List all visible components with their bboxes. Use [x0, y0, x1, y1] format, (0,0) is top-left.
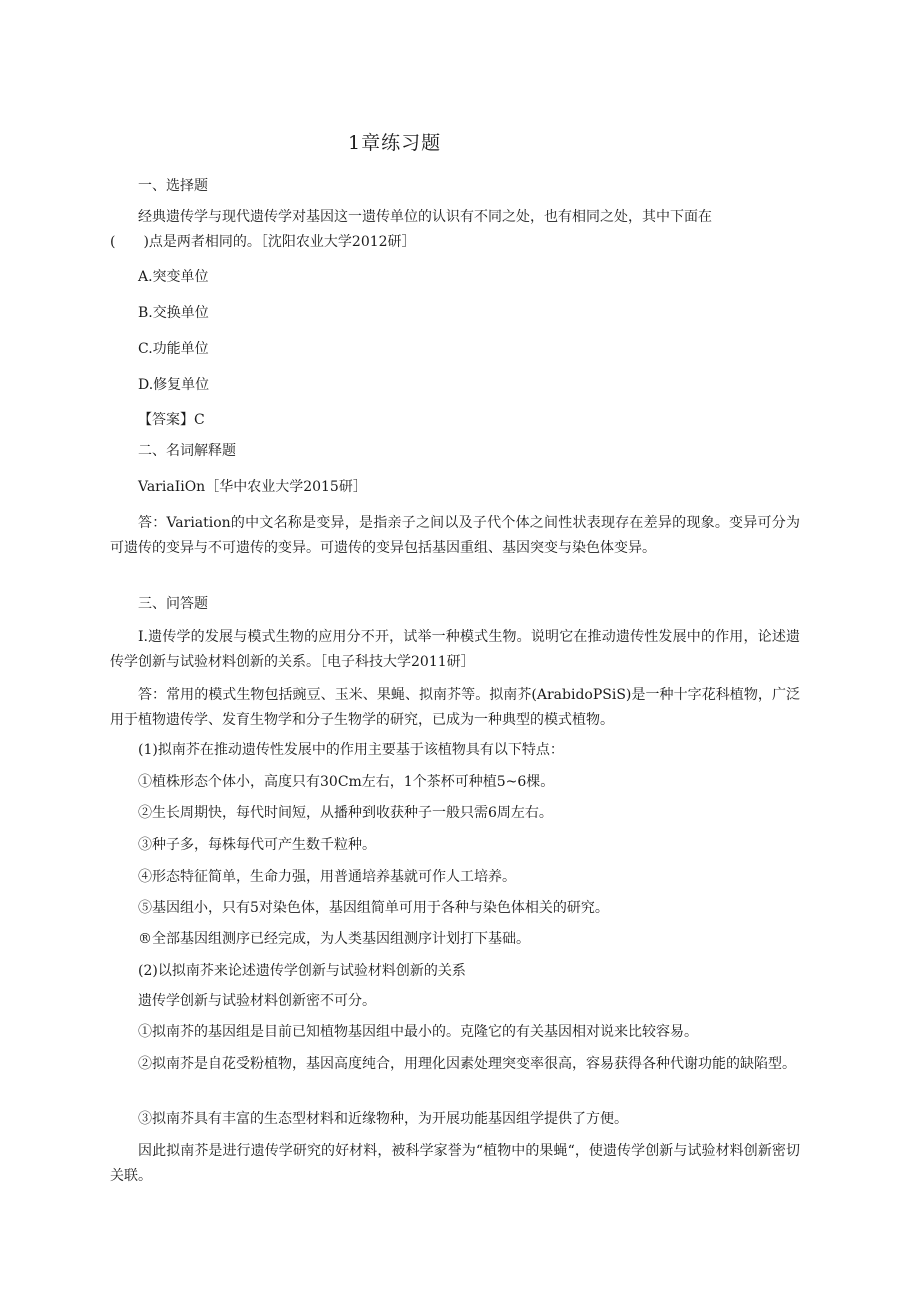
part1-item: ®全部基因组测序已经完成，为人类基因组测序计划打下基础。: [138, 931, 530, 947]
part1-item: ⑤基因组小，只有5对染色体，基因组简单可用于各种与染色体相关的研究。: [138, 900, 609, 916]
part2-heading: (2)以拟南芥来论述遗传学创新与试验材料创新的关系: [138, 963, 466, 979]
part1-item: ①植株形态个体小，高度只有30Cm左右，1个茶杯可种植5~6棵。: [138, 774, 555, 790]
part1-item: ④形态特征简单，生命力强，用普通培养基就可作人工培养。: [138, 869, 516, 885]
term-text: VariaIiOn［华中农业大学2015研］: [138, 479, 367, 495]
part2-intro: 遗传学创新与试验材料创新密不可分。: [138, 993, 376, 1009]
question-text-line2: ( )点是两者相同的。［沈阳农业大学2012研］: [110, 234, 416, 250]
part1-heading: (1)拟南芥在推动遗传性发展中的作用主要基于该植物具有以下特点：: [138, 742, 564, 758]
question-text-line1: 经典遗传学与现代遗传学对基因这一遗传单位的认识有不同之处，也有相同之处，其中下面在: [138, 209, 712, 225]
qa-question: I.遗传学的发展与模式生物的应用分不开，试举一种模式生物。说明它在推动遗传性发展中的作用，论述遗传学创新与试验材料创新的关系。［电子科技大学2011研］: [110, 629, 800, 670]
option-b: B.交换单位: [138, 305, 209, 321]
part2-item: ②拟南芥是自花受粉植物，基因高度纯合，用理化因素处理突变率很高，容易获得各种代谢功能的缺陷型。: [138, 1056, 796, 1072]
page-title: 1章练习题: [348, 132, 442, 154]
part1-item: ②生长周期快，每代时间短，从播种到收获种子一般只需6周左右。: [138, 805, 553, 821]
section-heading-term: 二、名词解释题: [138, 443, 236, 459]
option-a: A.突变单位: [138, 269, 209, 285]
part2-item: ③拟南芥具有丰富的生态型材料和近缘物种，为开展功能基因组学提供了方便。: [138, 1111, 628, 1127]
term-answer: 答：Variation的中文名称是变异，是指亲子之间以及子代个体之间性状表现存在差异的现象。变异可分为可遗传的变异与不可遗传的变异。可遗传的变异包括基因重组、基因突变与染色体变异。: [110, 515, 800, 556]
part1-item: ③种子多，每株每代可产生数千粒种。: [138, 837, 376, 853]
option-c: C.功能单位: [138, 341, 209, 357]
conclusion-text: 因此拟南芥是进行遗传学研究的好材料，被科学家誉为“植物中的果蝇“，使遗传学创新与试验材料创新密切关联。: [110, 1143, 800, 1184]
part2-item: ①拟南芥的基因组是目前已知植物基因组中最小的。克隆它的有关基因相对说来比较容易。: [138, 1024, 698, 1040]
answer-label: 【答案】C: [138, 412, 205, 428]
section-heading-choice: 一、选择题: [138, 178, 208, 194]
option-d: D.修复单位: [138, 377, 210, 393]
qa-answer-intro: 答：常用的模式生物包括豌豆、玉米、果蝇、拟南芥等。拟南芥(ArabidoPSiS)是一种十字花科植物，广泛用于植物遗传学、发育生物学和分子生物学的研究，已成为一种典型的模式植物。: [110, 687, 800, 728]
section-heading-qa: 三、问答题: [138, 596, 208, 612]
